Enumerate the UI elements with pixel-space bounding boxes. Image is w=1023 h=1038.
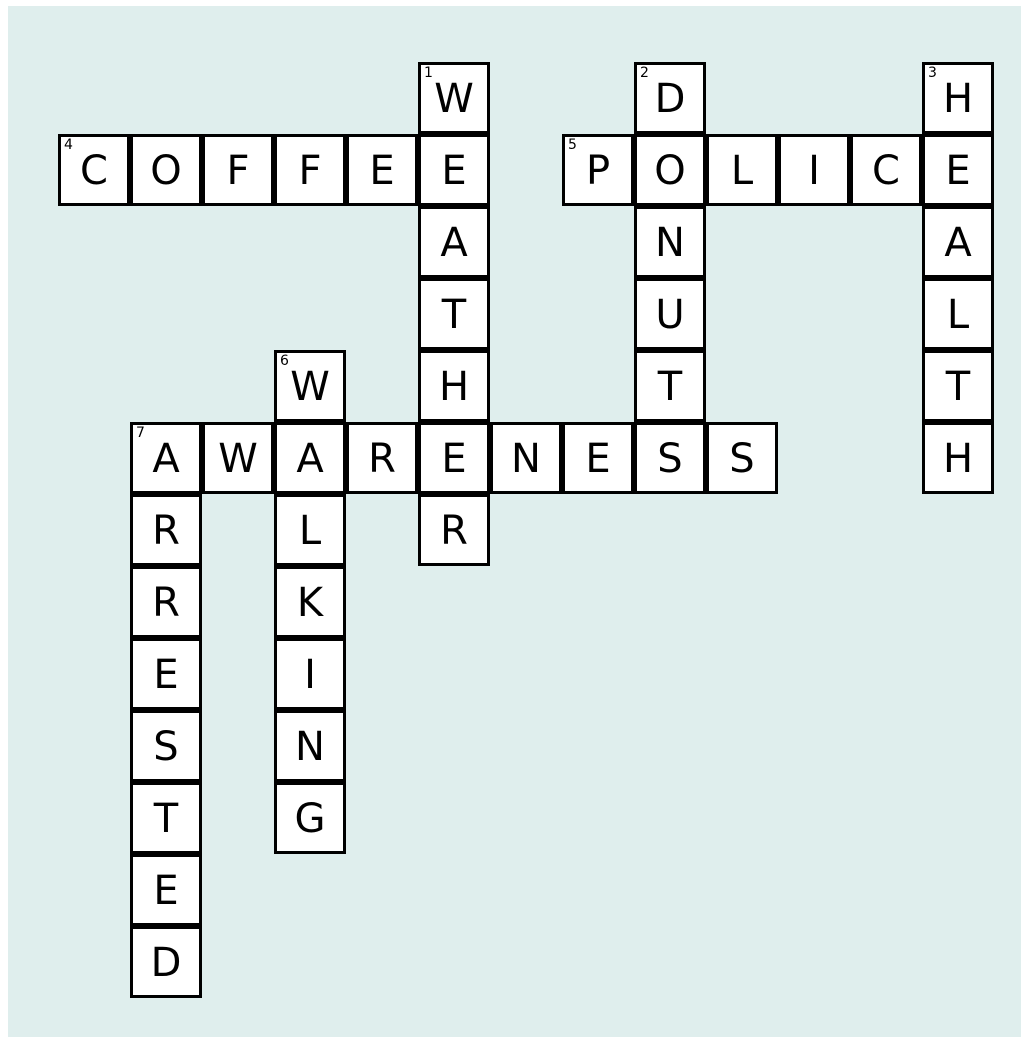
crossword-cell[interactable] [778, 134, 850, 206]
crossword-cell[interactable] [706, 134, 778, 206]
cell-letter: E [369, 148, 395, 194]
crossword-cell[interactable] [634, 62, 706, 134]
crossword-cell[interactable] [418, 62, 490, 134]
crossword-cell[interactable] [634, 134, 706, 206]
cell-letter: N [511, 436, 541, 482]
clue-number: 5 [568, 137, 577, 153]
cell-letter: P [585, 148, 611, 194]
cell-letter: I [808, 148, 820, 194]
crossword-board [8, 6, 1021, 1037]
cell-letter: S [729, 436, 755, 482]
crossword-cell[interactable] [130, 926, 202, 998]
crossword-cell[interactable] [130, 494, 202, 566]
cell-letter: T [441, 292, 467, 338]
cell-letter: L [946, 292, 970, 338]
cell-letter: H [438, 364, 470, 410]
cell-letter: L [298, 508, 322, 554]
cell-letter: E [945, 148, 971, 194]
cell-letter: E [153, 652, 179, 698]
crossword-cell[interactable] [274, 566, 346, 638]
crossword-cell[interactable] [130, 566, 202, 638]
cell-letter: C [872, 148, 900, 194]
cell-letter: E [441, 148, 467, 194]
cell-letter: A [440, 220, 468, 266]
cell-letter: A [296, 436, 324, 482]
crossword-cell[interactable] [130, 638, 202, 710]
cell-letter: T [945, 364, 971, 410]
cell-letter: R [152, 508, 180, 554]
cell-letter: G [294, 796, 326, 842]
cell-letter: D [654, 76, 686, 122]
crossword-cell[interactable] [274, 782, 346, 854]
crossword-cell[interactable] [418, 422, 490, 494]
clue-number: 2 [640, 65, 649, 81]
crossword-cell[interactable] [58, 134, 130, 206]
crossword-cell[interactable] [706, 422, 778, 494]
crossword-cell[interactable] [274, 638, 346, 710]
crossword-cell[interactable] [274, 134, 346, 206]
cell-letter: U [655, 292, 685, 338]
cell-letter: E [153, 868, 179, 914]
crossword-cell[interactable] [562, 422, 634, 494]
cell-letter: N [295, 724, 325, 770]
crossword-cell[interactable] [922, 422, 994, 494]
crossword-cell[interactable] [346, 134, 418, 206]
crossword-cell[interactable] [922, 62, 994, 134]
cell-letter: W [434, 76, 474, 122]
cell-letter: H [942, 436, 974, 482]
crossword-cell[interactable] [130, 782, 202, 854]
cell-letter: R [368, 436, 396, 482]
cell-letter: F [298, 148, 322, 194]
crossword-cell[interactable] [274, 494, 346, 566]
cell-letter: T [657, 364, 683, 410]
cell-letter: F [226, 148, 250, 194]
cell-letter: L [730, 148, 754, 194]
clue-number: 1 [424, 65, 433, 81]
crossword-cell[interactable] [274, 710, 346, 782]
clue-number: 3 [928, 65, 937, 81]
crossword-cell[interactable] [850, 134, 922, 206]
crossword-cell[interactable] [922, 350, 994, 422]
clue-number: 4 [64, 137, 73, 153]
cell-letter: O [654, 148, 686, 194]
cell-letter: A [152, 436, 180, 482]
cell-letter: A [944, 220, 972, 266]
crossword-cell[interactable] [490, 422, 562, 494]
crossword-cell[interactable] [634, 206, 706, 278]
crossword-cell[interactable] [130, 134, 202, 206]
cell-letter: I [304, 652, 316, 698]
crossword-cell[interactable] [202, 422, 274, 494]
cell-letter: D [150, 940, 182, 986]
cell-letter: K [296, 580, 324, 626]
cell-letter: R [152, 580, 180, 626]
cell-letter: E [441, 436, 467, 482]
crossword-cell[interactable] [634, 350, 706, 422]
crossword-cell[interactable] [634, 278, 706, 350]
cell-letter: R [440, 508, 468, 554]
cell-letter: S [153, 724, 179, 770]
cell-letter: O [150, 148, 182, 194]
crossword-cell[interactable] [418, 494, 490, 566]
crossword-cell[interactable] [274, 350, 346, 422]
crossword-cell[interactable] [274, 422, 346, 494]
clue-number: 6 [280, 353, 289, 369]
crossword-cell[interactable] [418, 278, 490, 350]
cell-letter: E [585, 436, 611, 482]
cell-letter: N [655, 220, 685, 266]
crossword-cell[interactable] [922, 278, 994, 350]
cell-letter: H [942, 76, 974, 122]
clue-number: 7 [136, 425, 145, 441]
crossword-cell[interactable] [202, 134, 274, 206]
crossword-cell[interactable] [562, 134, 634, 206]
cell-letter: W [290, 364, 330, 410]
crossword-cell[interactable] [634, 422, 706, 494]
cell-letter: T [153, 796, 179, 842]
crossword-cell[interactable] [130, 422, 202, 494]
crossword-cell[interactable] [418, 134, 490, 206]
cell-letter: S [657, 436, 683, 482]
cell-letter: W [218, 436, 258, 482]
crossword-cell[interactable] [418, 350, 490, 422]
crossword-cell[interactable] [130, 854, 202, 926]
crossword-cell[interactable] [130, 710, 202, 782]
cell-letter: C [80, 148, 108, 194]
crossword-cell[interactable] [346, 422, 418, 494]
crossword-cell[interactable] [922, 134, 994, 206]
crossword-cell[interactable] [418, 206, 490, 278]
crossword-cell[interactable] [922, 206, 994, 278]
